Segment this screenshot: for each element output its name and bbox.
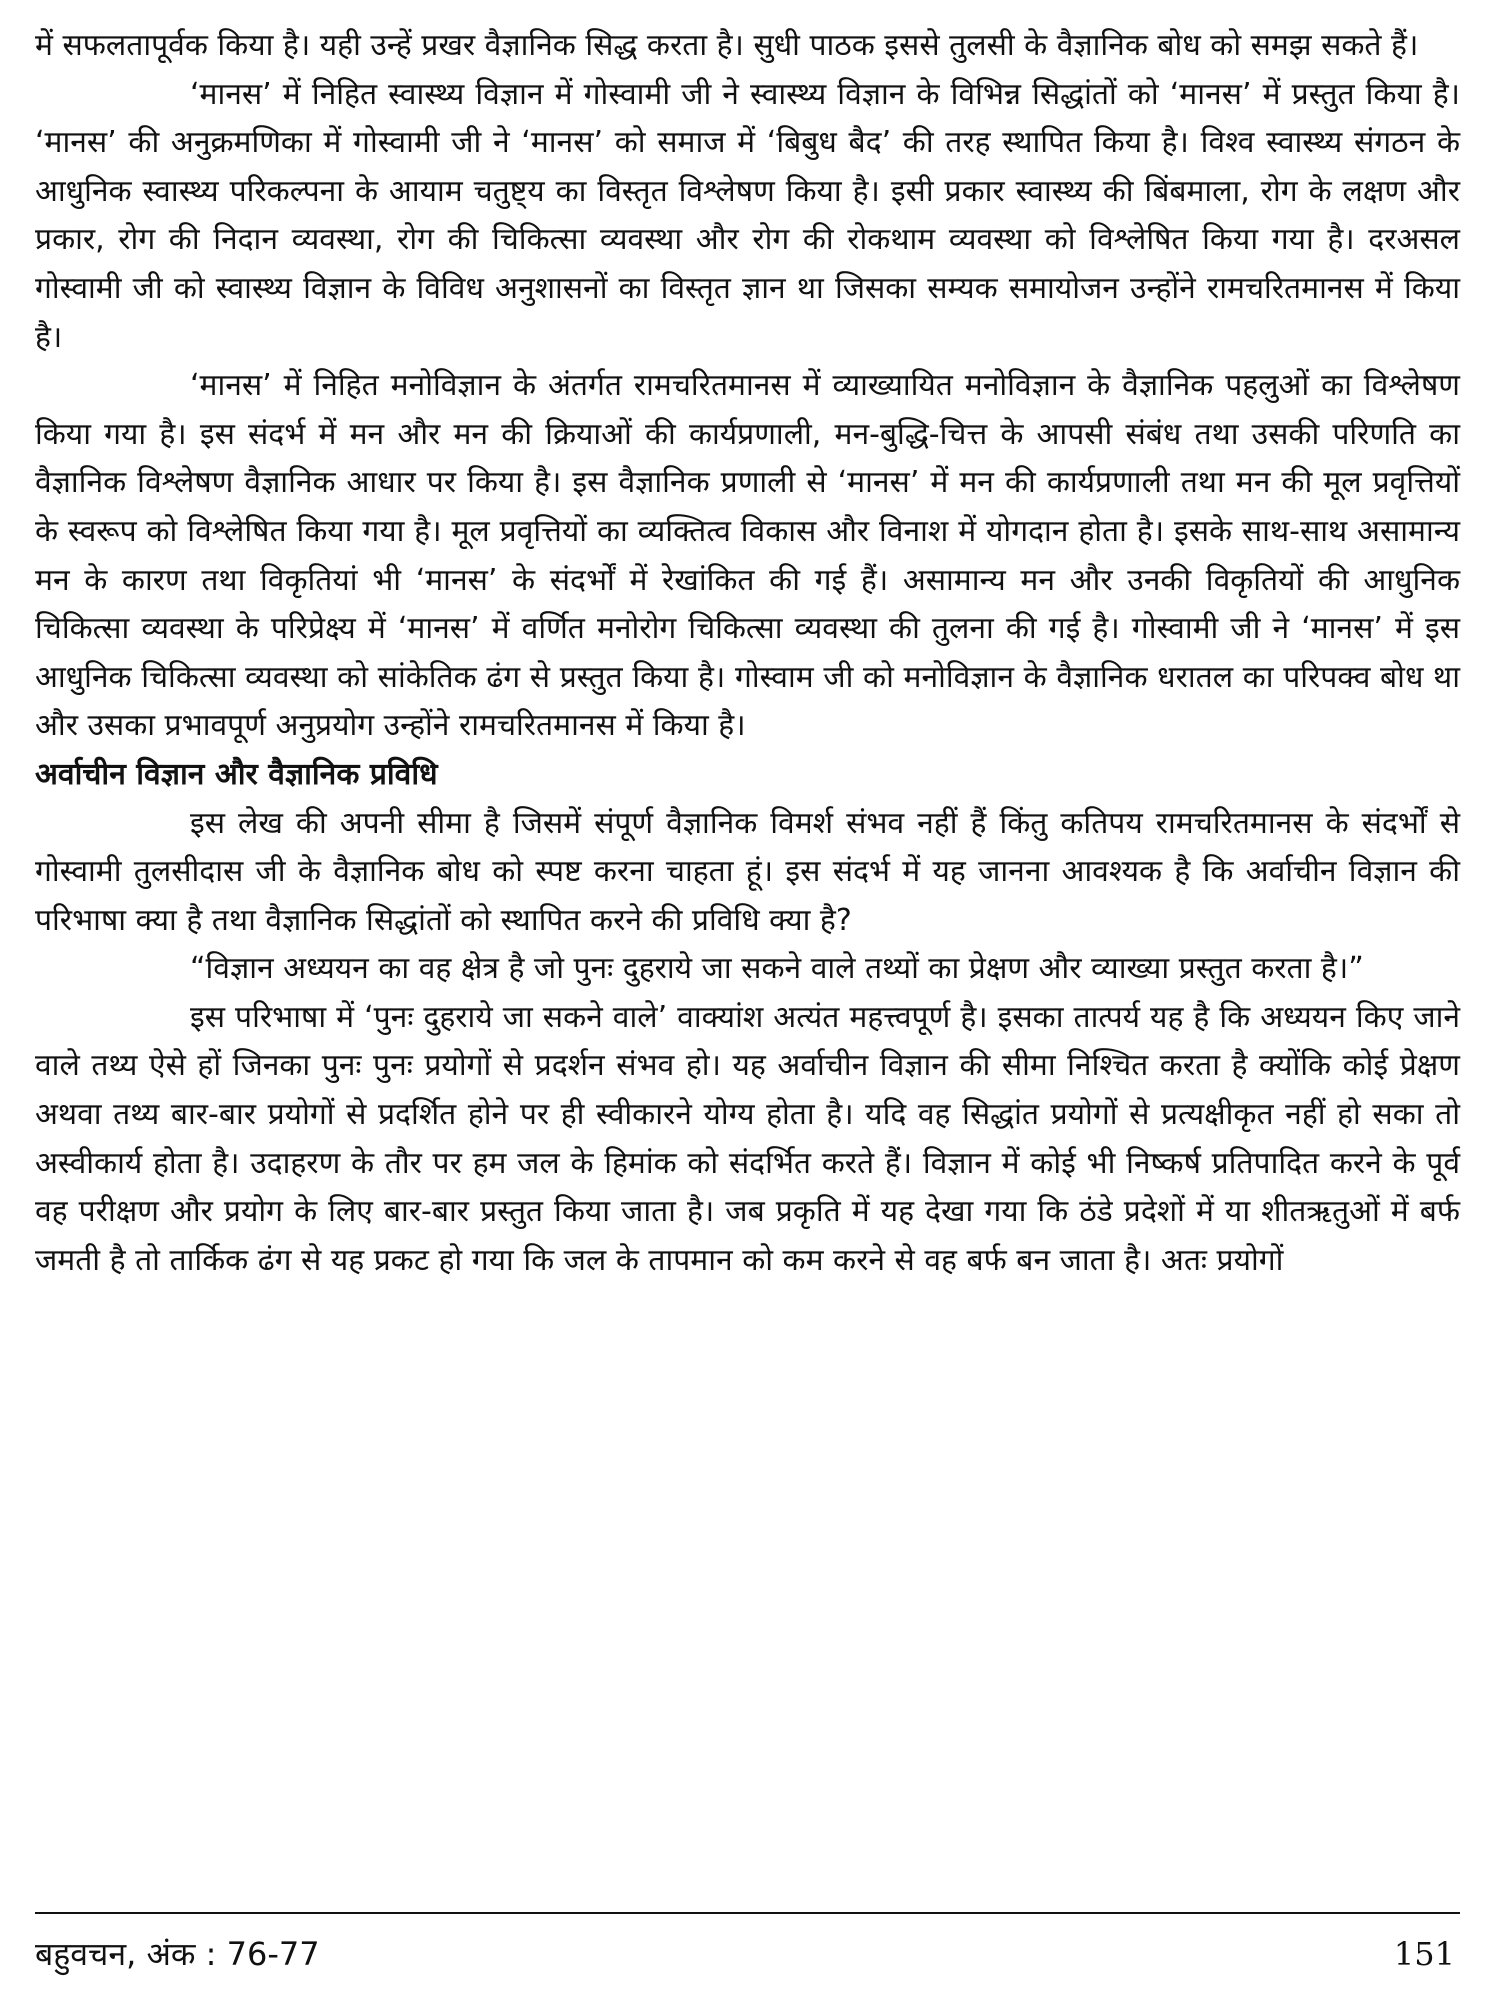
- paragraph-3: ‘मानस’ में निहित मनोविज्ञान के अंतर्गत रामचरितमानस में व्याख्यायित मनोविज्ञान के वैज्ञानिक पहलुओं का विश्लेषण किया गया है। इस संदर्भ में मन और मन की क्रियाओं की कार्यप्रणाली, मन-बुद्धि-चित्त के आपसी संबंध तथा उसकी परिणति का वैज्ञानिक विश्लेषण वैज्ञानिक आधार पर किया है। इस वैज्ञानिक प्रणाली से ‘मानस’ में मन की कार्यप्रणाली तथा मन की मूल प्रवृत्तियों के स्वरूप को विश्लेषित किया गया है। मूल प्रवृत्तियों का व्यक्तित्व विकास और विनाश में योगदान होता है। इसके साथ-साथ असामान्य मन के कारण तथा विकृतियां भी ‘मानस’ के संदर्भों में रेखांकित की गई हैं। असामान्य मन और उनकी विकृतियों की आधुनिक चिकित्सा व्यवस्था के परिप्रेक्ष्य में ‘मानस’ में वर्णित मनोरोग चिकित्सा व्यवस्था की तुलना की गई है। गोस्वामी जी ने ‘मानस’ में इस आधुनिक चिकित्सा व्यवस्था को सांकेतिक ढंग से प्रस्तुत किया है। गोस्वाम जी को मनोविज्ञान के वैज्ञानिक धरातल का परिपक्व बोध था और उसका प्रभावपूर्ण अनुप्रयोग उन्होंने रामचरितमानस में किया है।: [35, 368, 1460, 744]
- paragraph-2: ‘मानस’ में निहित स्वास्थ्य विज्ञान में गोस्वामी जी ने स्वास्थ्य विज्ञान के विभिन्न सिद्धांतों को ‘मानस’ में प्रस्तुत किया है। ‘मानस’ की अनुक्रमणिका में गोस्वामी जी ने ‘मानस’ को समाज में ‘बिबुध बैद’ की तरह स्थापित किया है। विश्व स्वास्थ्य संगठन के आधुनिक स्वास्थ्य परिकल्पना के आयाम चतुष्ट्य का विस्तृत विश्लेषण किया है। इसी प्रकार स्वास्थ्य की बिंबमाला, रोग के लक्षण और प्रकार, रोग की निदान व्यवस्था, रोग की चिकित्सा व्यवस्था और रोग की रोकथाम व्यवस्था को विश्लेषित किया गया है। दरअसल गोस्वामी जी को स्वास्थ्य विज्ञान के विविध अनुशासनों का विस्तृत ज्ञान था जिसका सम्यक समायोजन उन्होंने रामचरितमानस में किया है।: [35, 76, 1460, 355]
- footer-rule: [35, 1912, 1460, 1914]
- paragraph-6: इस परिभाषा में ‘पुनः दुहराये जा सकने वाले’ वाक्यांश अत्यंत महत्त्वपूर्ण है। इसका तात्पर्य यह है कि अध्ययन किए जाने वाले तथ्य ऐसे हों जिनका पुनः पुनः प्रयोगों से प्रदर्शन संभव हो। यह अर्वाचीन विज्ञान की सीमा निश्चित करता है क्योंकि कोई प्रेक्षण अथवा तथ्य बार-बार प्रयोगों से प्रदर्शित होने पर ही स्वीकारने योग्य होता है। यदि वह सिद्धांत प्रयोगों से प्रत्यक्षीकृत नहीं हो सका तो अस्वीकार्य होता है। उदाहरण के तौर पर हम जल के हिमांक को संदर्भित करते हैं। विज्ञान में कोई भी निष्कर्ष प्रतिपादित करने के पूर्व वह परीक्षण और प्रयोग के लिए बार-बार प्रस्तुत किया जाता है। जब प्रकृति में यह देखा गया कि ठंडे प्रदेशों में या शीतऋतुओं में बर्फ जमती है तो तार्किक ढंग से यह प्रकट हो गया कि जल के तापमान को कम करने से वह बर्फ बन जाता है। अतः प्रयोगों: [35, 999, 1460, 1278]
- definition-quote: “विज्ञान अध्ययन का वह क्षेत्र है जो पुनः दुहराये जा सकने वाले तथ्यों का प्रेक्षण और व्याख्या प्रस्तुत करता है।”: [190, 951, 1364, 987]
- page-number: 151: [1393, 1935, 1455, 1973]
- page-body: [35, 22, 1460, 1285]
- journal-issue: बहुवचन, अंक : 76-77: [35, 1935, 320, 1973]
- section-heading: अर्वाचीन विज्ञान और वैज्ञानिक प्रविधि: [35, 756, 438, 792]
- paragraph-4: इस लेख की अपनी सीमा है जिसमें संपूर्ण वैज्ञानिक विमर्श संभव नहीं हैं किंतु कतिपय रामचरितमानस के संदर्भों से गोस्वामी तुलसीदास जी के वैज्ञानिक बोध को स्पष्ट करना चाहता हूं। इस संदर्भ में यह जानना आवश्यक है कि अर्वाचीन विज्ञान की परिभाषा क्या है तथा वैज्ञानिक सिद्धांतों को स्थापित करने की प्रविधि क्या है?: [35, 805, 1460, 938]
- paragraph-1: में सफलतापूर्वक किया है। यही उन्हें प्रखर वैज्ञानिक सिद्ध करता है। सुधी पाठक इससे तुलसी के वैज्ञानिक बोध को समझ सकते हैं।: [35, 28, 1419, 63]
